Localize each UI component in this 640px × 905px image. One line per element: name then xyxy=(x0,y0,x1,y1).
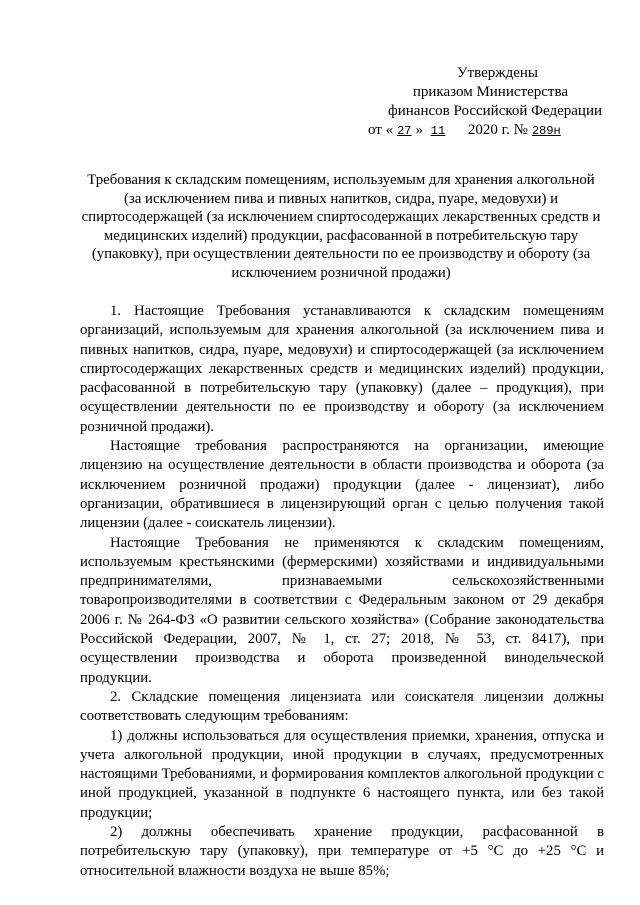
date-month: 11 xyxy=(430,124,446,138)
document-body xyxy=(80,302,604,881)
date-day: 27 xyxy=(397,124,412,138)
order-number: 289н xyxy=(531,124,561,138)
paragraph: Настоящие Требования не применяются к складским помещениям, используемым крестьянскими (фермерскими) хозяйствами и индивидуальными предпринимателями, признаваемыми сельскохозяйственными товаропроизводителями в соответствии с Федеральным законом от 29 декабря 2006 г. № 264-ФЗ «О развитии сельского хозяйства» (Собрание законодательства Российской Федерации, 2007, № 1, ст. 27; 2018, № 53, ст. 8417), при осуществлении производства и оборота произведенной винодельческой продукции. xyxy=(80,534,604,686)
approval-line-approved: Утверждены xyxy=(456,65,538,81)
date-prefix: от « xyxy=(368,122,394,138)
paragraph: 1) должны использоваться для осуществления приемки, хранения, отпуска и учета алкогольной продукции, иной продукции в случаях, предусмотренных настоящими Требованиями, и формирования комплектов алкогольной продукции с иной продукцией, указанной в подпункте 6 настоящего пункта, или без такой продукции; xyxy=(80,727,604,821)
paragraph: 2) должны обеспечивать хранение продукции, расфасованной в потребительскую тару (упаковку), при температуре от +5 °С до +25 °С и относительной влажности воздуха не выше 85%; xyxy=(80,824,604,879)
document-title: Требования к складским помещениям, используемым для хранения алкогольной (за исключением пива и пивных напитков, сидра, пуаре, медовухи) и спиртосодержащей (за исключением спиртосодержащих лекарственных средств и медицинских изделий) продукции, расфасованной в потребительскую тару (упаковку), при осуществлении деятельности по ее производству и обороту (за исключением розничной продажи) xyxy=(81,172,601,281)
approval-date-line xyxy=(368,121,608,141)
date-mid: » xyxy=(415,122,424,138)
approval-line-order: приказом Министерства xyxy=(412,84,568,100)
paragraph: 1. Настоящие Требования устанавливаются к складским помещениям организаций, используемым для хранения алкогольной (за исключением пива и пивных напитков, сидра, пуаре, медовухи) и спиртосодержащей (за исключением спиртосодержащих лекарственных средств и медицинских изделий) продукции, расфасованной в потребительскую тару (упаковку) (далее – продукция), при осуществлении деятельности по ее производству и обороту (за исключением розничной продажи). xyxy=(80,303,604,435)
paragraph: Настоящие требования распространяются на организации, имеющие лицензию на осуществление деятельности в области производства и оборота (за исключением розничной продажи) продукции (далее - лицензиат), либо организации, обратившиеся в лицензирующий орган с целью получения такой лицензии (далее - соискатель лицензии). xyxy=(80,438,604,532)
approval-line-ministry: финансов Российской Федерации xyxy=(388,103,602,119)
approval-block xyxy=(368,64,608,141)
date-year: 2020 г. № xyxy=(467,122,528,138)
paragraph: 2. Складские помещения лицензиата или соискателя лицензии должны соответствовать следующим требованиям: xyxy=(80,688,604,725)
